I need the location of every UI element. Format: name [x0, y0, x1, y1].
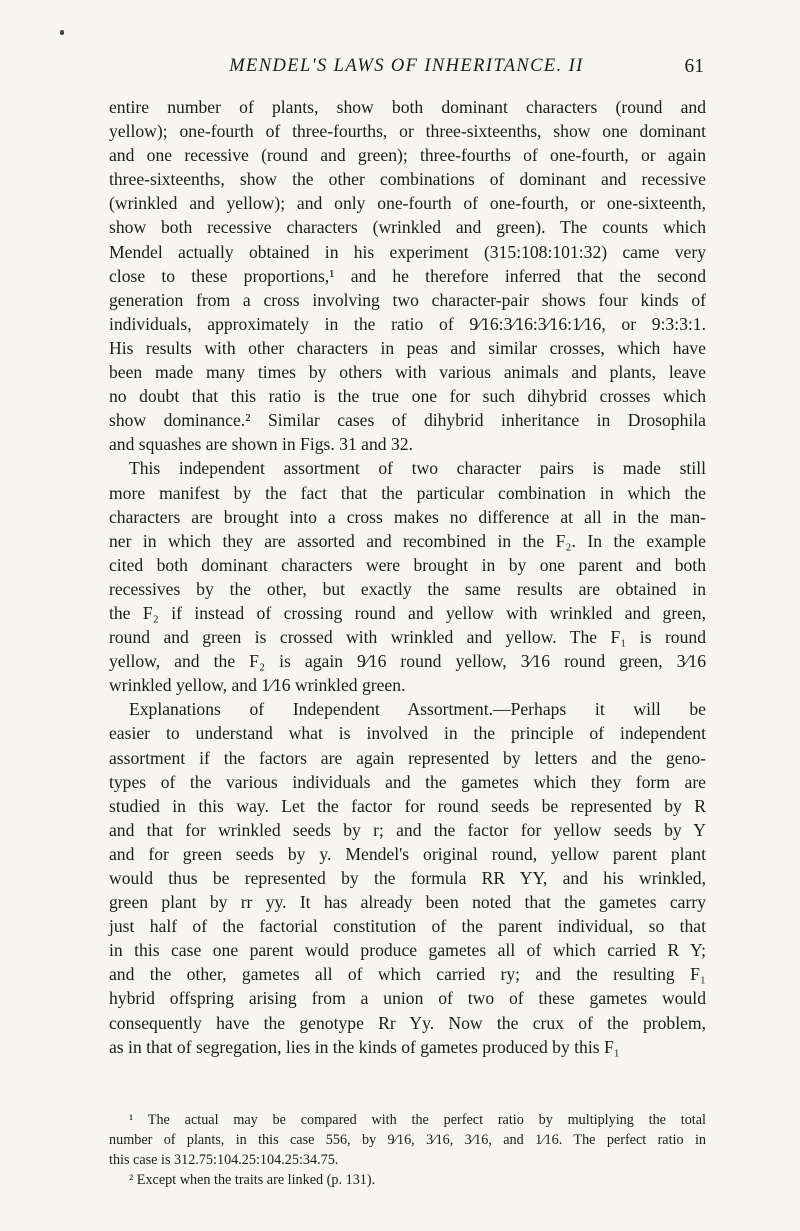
footnote-1: ¹ The actual may be compared with the perfect ratio by multiplying the total — [129, 1112, 706, 1128]
footnotes — [109, 1110, 706, 1190]
text-line: three-sixteenths, show the other combinations of dominant and recessive — [109, 169, 706, 190]
text-line: as in that of segregation, lies in the kinds of gametes produced by this F₁ — [109, 1036, 620, 1057]
text-line: entire number of plants, show both dominant characters (round and — [109, 97, 706, 117]
text-line: hybrid offspring arising from a union of two of these gametes would — [109, 988, 706, 1009]
footnote-2: ² Except when the traits are linked (p. 131). — [129, 1172, 376, 1188]
text-line: show dominance.² Similar cases of dihybrid inheritance in Drosophila — [109, 410, 706, 431]
text-line: no doubt that this ratio is the true one for such dihybrid crosses which — [109, 386, 706, 407]
text-line: and the other, gametes all of which carried ry; and the resulting F₁ — [109, 964, 706, 985]
text-line: types of the various individuals and the gametes which they form are — [109, 771, 706, 792]
text-line: and one recessive (round and green); three-fourths of one-fourth, or again — [109, 145, 706, 166]
text-line: wrinkled yellow, and 1⁄16 wrinkled green. — [109, 675, 406, 696]
text-line: consequently have the genotype Rr Yy. Now the crux of the problem, — [109, 1012, 706, 1033]
text-line: generation from a cross involving two character-pair shows four kinds of — [109, 289, 706, 310]
text-line: yellow); one-fourth of three-fourths, or three-sixteenths, show one dominant — [109, 121, 706, 142]
text-line: and that for wrinkled seeds by r; and the factor for yellow seeds by Y — [109, 819, 706, 840]
text-line: would thus be represented by the formula RR YY, and his wrinkled, — [109, 868, 706, 888]
page-number: 61 — [684, 56, 704, 77]
text-line: just half of the factorial constitution of the parent individual, so that — [109, 916, 706, 937]
text-line: assortment if the factors are again represented by letters and the geno- — [109, 747, 706, 768]
running-head: MENDEL'S LAWS OF INHERITANCE. II — [229, 56, 584, 76]
print-speck — [60, 30, 64, 35]
text-line: been made many times by others with various animals and plants, leave — [109, 362, 706, 383]
text-line: Explanations of Independent Assortment.—Perhaps it will be — [129, 699, 706, 720]
text-line: individuals, approximately in the ratio of 9⁄16:3⁄16:3⁄16:1⁄16, or 9:3:3:1. — [109, 313, 706, 334]
text-line: green plant by rr yy. It has already been noted that the gametes carry — [109, 892, 706, 913]
text-line: round and green is crossed with wrinkled and yellow. The F₁ is round — [109, 627, 706, 648]
text-line: yellow, and the F₂ is again 9⁄16 round yellow, 3⁄16 round green, 3⁄16 — [109, 651, 706, 672]
text-line: studied in this way. Let the factor for round seeds be represented by R — [109, 795, 706, 816]
body-text — [109, 95, 706, 1059]
text-line: (wrinkled and yellow); and only one-fourth of one-fourth, or one-sixteenth, — [109, 193, 706, 214]
text-line: characters are brought into a cross makes no difference at all in the man- — [109, 506, 706, 527]
text-line: His results with other characters in peas and similar crosses, which have — [109, 337, 706, 358]
text-line: the F₂ if instead of crossing round and yellow with wrinkled and green, — [109, 602, 706, 623]
text-line: in this case one parent would produce gametes all of which carried R Y; — [109, 940, 706, 961]
footnote-1-cont: number of plants, in this case 556, by 9⁄16, 3⁄16, 3⁄16, and 1⁄16. The perfect ratio in — [109, 1132, 706, 1148]
text-line: and squashes are shown in Figs. 31 and 32. — [109, 434, 413, 455]
text-line: more manifest by the fact that the particular combination in which the — [109, 482, 706, 503]
text-line: close to these proportions,¹ and he therefore inferred that the second — [109, 265, 706, 286]
text-line: cited both dominant characters were brought in by one parent and both — [109, 554, 706, 575]
text-line: easier to understand what is involved in the principle of independent — [109, 723, 706, 744]
text-line: This independent assortment of two character pairs is made still — [129, 458, 706, 479]
footnote-1-cont: this case is 312.75:104.25:104.25:34.75. — [109, 1152, 339, 1168]
text-line: show both recessive characters (wrinkled and green). The counts which — [109, 217, 706, 238]
page-header — [109, 56, 704, 86]
text-line: and for green seeds by y. Mendel's original round, yellow parent plant — [109, 843, 706, 864]
text-line: Mendel actually obtained in his experiment (315:108:101:32) came very — [109, 241, 706, 262]
text-line: recessives by the other, but exactly the same results are obtained in — [109, 578, 706, 599]
text-line: ner in which they are assorted and recombined in the F₂. In the example — [109, 530, 706, 551]
